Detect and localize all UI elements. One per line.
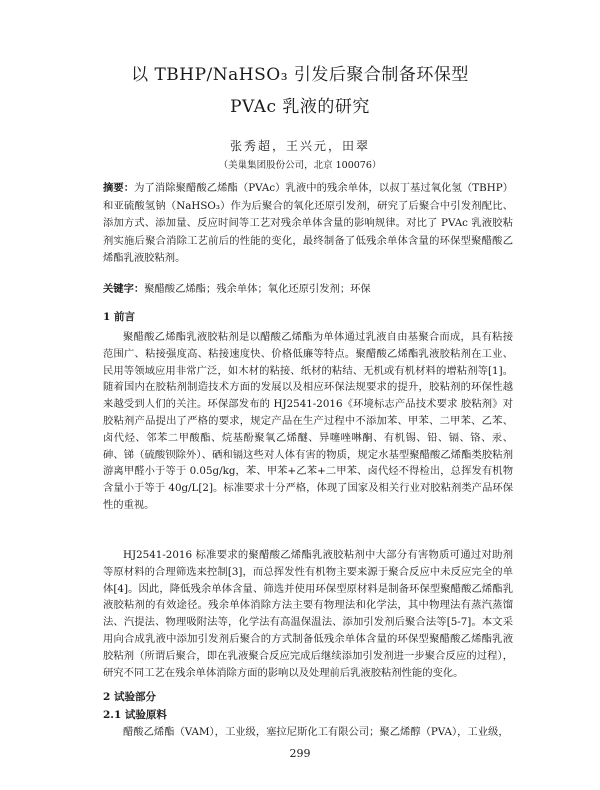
paper-title-line1: 以 TBHP/NaHSO₃ 引发后聚合制备环保型 bbox=[131, 65, 469, 85]
section-heading-experiment: 2 试验部分 bbox=[103, 691, 156, 703]
affiliation: （美巢集团股份公司，北京 100076） bbox=[218, 160, 382, 171]
abstract-text: 为了消除聚醋酸乙烯酯（PVAc）乳液中的残余单体，以叔丁基过氧化氢（TBHP）和亚硫酸氢钠（NaHSO₃）作为后聚合的氧化还原引发剂，研究了后聚合中引发剂配比、添加方式、添加量、反应时间等工艺对残余单体含量的影响规律。对比了 PVAc 乳液胶粘剂实施后聚合消除工艺前后的性能的变化，最终制备了低残余单体含量的环保型聚醋酸乙烯酯乳液胶粘剂。 bbox=[103, 182, 513, 264]
keywords-label: 关键字： bbox=[103, 283, 145, 295]
section-heading-intro: 1 前言 bbox=[103, 311, 135, 323]
keywords bbox=[103, 281, 513, 298]
materials-paragraph: 醋酸乙烯酯（VAM），工业级，塞拉尼斯化工有限公司；聚乙烯醇（PVA），工业级， bbox=[123, 726, 509, 738]
intro-paragraph-1: 聚醋酸乙烯酯乳液胶粘剂是以醋酸乙烯酯为单体通过乳液自由基聚合而成，具有粘接范围广、粘接强度高、粘接速度快、价格低廉等特点。聚醋酸乙烯酯乳液胶粘剂在工业、民用等领域应用非常广泛，如木材的粘接、纸材的粘结、无机或有机材料的增粘剂等[1]。随着国内在胶粘剂制造技术方面的发展以及相应环保法规要求的提升，胶粘剂的环保性越来越受到人们的关注。环保部发布的 HJ2541-2016《环境标志产品技术要求 胶粘剂》对胶粘剂产品提出了严格的要求，规定产品在生产过程中不添加苯、甲苯、二甲苯、乙苯、卤代烃、邻苯二甲酸酯、烷基酚聚氧乙烯醚、异噻唑啉酮、有机锡、铅、镉、铬、汞、砷、锑（硫酸钡除外）、硒和镉这些对人体有害的物质，规定水基型聚醋酸乙烯酯类胶粘剂游离甲醛小于等于 0.05g/kg，苯、甲苯+乙苯+二甲苯、卤代烃不得检出，总挥发有机物含量小于等于 40g/L[2]。标准要求十分严格，体现了国家及相关行业对胶粘剂类产品环保性的重视。 bbox=[103, 331, 513, 511]
authors: 张秀超，王兴元，田翠 bbox=[229, 139, 370, 153]
keywords-text: 聚醋酸乙烯酯；残余单体；氧化还原引发剂；环保 bbox=[144, 283, 371, 295]
paper-title-line2: PVAc 乳液的研究 bbox=[230, 97, 370, 117]
abstract bbox=[103, 180, 513, 268]
abstract-label: 摘要： bbox=[103, 182, 135, 194]
page-number: 299 bbox=[289, 747, 311, 760]
intro-paragraph-2: HJ2541-2016 标准要求的聚醋酸乙烯酯乳液胶粘剂中大部分有害物质可通过对助剂等原材料的合理筛选来控制[3]，而总挥发性有机物主要来源于聚合反应中未反应完全的单体[4]。因此，降低残余单体含量、筛选并使用环保型原材料是制备环保型聚醋酸乙烯酯乳液胶粘剂的有效途径。残余单体消除方法主要有物理法和化学法，其中物理法有蒸汽蒸馏法、汽提法、物理吸附法等，化学法有高温保温法、添加引发剂后聚合法等[5-7]。本文采用向合成乳液中添加引发剂后聚合的方式制备低残余单体含量的环保型聚醋酸乙烯酯乳液胶粘剂（所谓后聚合，即在乳液聚合反应完成后继续添加引发剂进一步聚合反应的过程），研究不同工艺在残余单体消除方面的影响以及处理前后乳液胶粘剂性能的变化。 bbox=[103, 549, 513, 679]
subsection-heading-materials: 2.1 试验原料 bbox=[103, 709, 167, 721]
